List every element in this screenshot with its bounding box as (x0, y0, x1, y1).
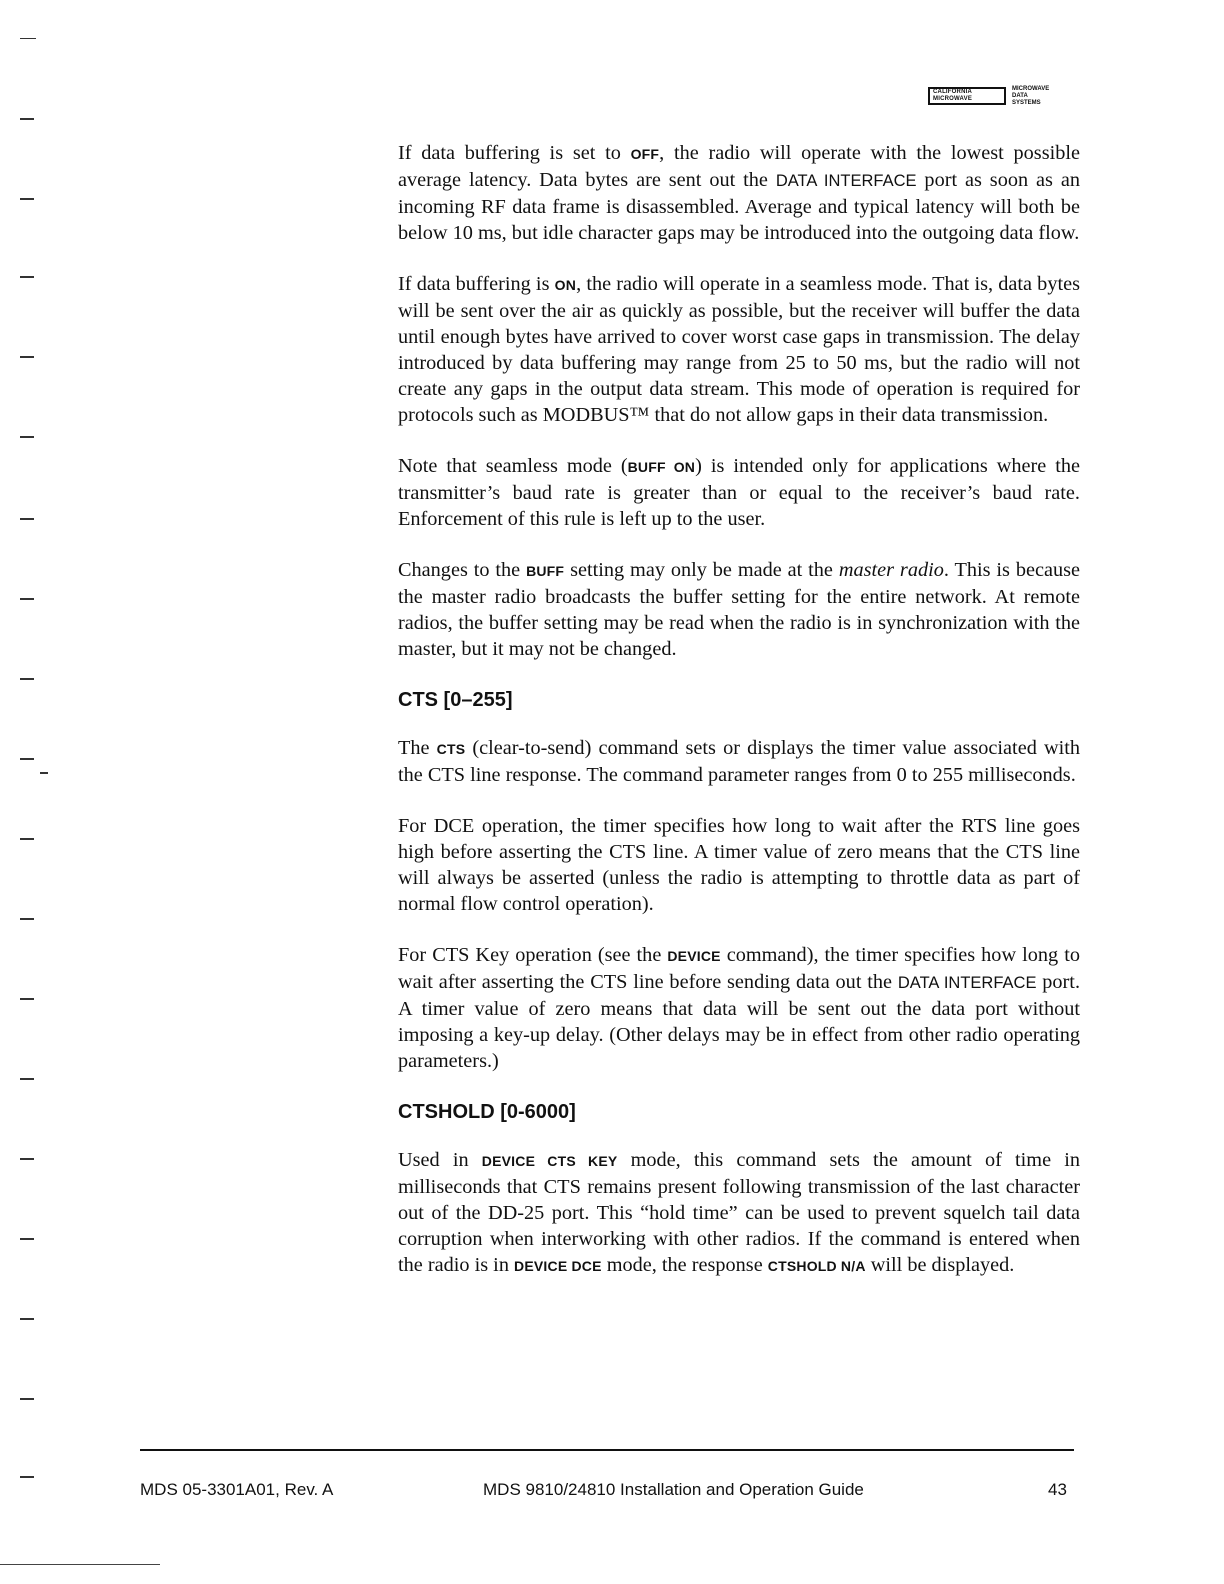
text-run: Changes to the (398, 559, 527, 581)
keyword-device-cts-key: DEVICE CTS KEY (481, 1153, 618, 1169)
margin-tick (20, 1398, 34, 1400)
text-run: port. A timer value of zero means that data will be sent out the data port without imposing a key-up delay. (Other delays may be in effect from other radio operating parameters.) (398, 971, 1081, 1072)
scan-edge-line (0, 1564, 160, 1565)
port-name: DATA INTERFACE (775, 172, 917, 190)
footer-rule (140, 1449, 1074, 1451)
logo-side-text (1012, 86, 1049, 107)
text-run: (clear-to-send) command sets or displays the timer value associated with the CTS line response. The command parameter ranges from 0 to 255 milliseconds. (398, 737, 1081, 786)
paragraph-buff-changes (398, 557, 1080, 662)
text-run: port as soon as an incoming RF data frame is disassembled. Average and typical latency will both be below 10 ms, but idle character gaps may be introduced into the outgoing data flow. (398, 169, 1080, 244)
margin-tick (20, 918, 34, 920)
text-run: command), the timer specifies how long to wait after asserting the CTS line before sending data out the (398, 944, 1080, 993)
margin-tick (20, 1318, 34, 1320)
paragraph-cts-intro (398, 735, 1080, 788)
keyword-off: OFF (630, 146, 660, 162)
paragraph-seamless-note (398, 453, 1080, 532)
text-run: The (398, 737, 437, 759)
margin-tick (20, 758, 34, 760)
margin-tick (20, 1158, 34, 1160)
page-body (398, 140, 1080, 1304)
text-run: For CTS Key operation (see the (398, 944, 668, 966)
margin-tick (20, 436, 34, 438)
keyword-buff: BUFF (526, 563, 565, 579)
paragraph-buffer-off (398, 140, 1080, 246)
keyword-ctshold-na: CTSHOLD N/A (767, 1258, 866, 1274)
margin-tick (20, 38, 36, 39)
margin-tick (20, 518, 34, 520)
margin-tick (20, 598, 34, 600)
logo-box-line2: MICROWAVE (933, 96, 973, 102)
margin-tick (20, 276, 34, 278)
text-run: Note that seamless mode ( (398, 455, 628, 477)
footer-guide-title: MDS 9810/24810 Installation and Operation Guide (483, 1480, 864, 1499)
margin-tick (20, 118, 34, 120)
text-run: setting may only be made at the (564, 559, 839, 581)
text-run: For DCE operation, the timer specifies how long to wait after the RTS line goes high before asserting the CTS line. A timer value of zero means that the CTS line will always be asserted (unless the radio is attempting to throttle data as part of normal flow control operation). (398, 815, 1080, 915)
section-heading-ctshold: CTSHOLD [0-6000] (398, 1101, 576, 1123)
footer-doc-number: MDS 05-3301A01, Rev. A (140, 1480, 334, 1499)
paragraph-ctshold (398, 1147, 1080, 1279)
logo-side-line2: DATA (1012, 92, 1028, 99)
text-run: , the radio will operate in a seamless mode. That is, data bytes will be sent over the air as quickly as possible, but the receiver will buffer the data until enough bytes have arrived to cover worst case gaps in transmission. The delay introduced by data buffering may range from 25 to 50 ms, but the radio will not create any gaps in the output data stream. This mode of operation is required for protocols such as MODBUS™ that do not allow gaps in their data transmission. (398, 273, 1080, 426)
text-run: mode, the response (601, 1254, 768, 1276)
margin-tick (20, 356, 34, 358)
footer-page-number: 43 (1048, 1480, 1067, 1499)
text-run: , the radio will operate with the lowest possible average latency. Data bytes are sent out the (398, 142, 1080, 191)
margin-tick (20, 1476, 34, 1478)
text-run: will be displayed. (865, 1254, 1015, 1276)
text-run: If data buffering is (398, 273, 555, 295)
margin-tick (20, 678, 34, 680)
section-heading-cts: CTS [0–255] (398, 689, 513, 711)
text-run: ) is intended only for applications where the transmitter’s baud rate is greater than or equal to the receiver’s baud rate. Enforcement of this rule is left up to the user. (398, 455, 1080, 530)
logo-box-line1: CALIFORNIA (933, 89, 972, 95)
text-run: If data buffering is set to (398, 142, 631, 164)
logo-side-line3: SYSTEMS (1012, 99, 1041, 106)
paragraph-buffer-on (398, 271, 1080, 428)
text-run: mode, this command sets the amount of time in milliseconds that CTS remains present following transmission of the last character out of the DD-25 port. This “hold time” can be used to prevent squelch tail data corruption when interworking with other radios. If the command is entered when the radio is in (398, 1149, 1081, 1276)
margin-tick (40, 772, 48, 774)
company-logo (928, 84, 1068, 108)
margin-tick (20, 838, 34, 840)
keyword-on: ON (554, 277, 577, 293)
margin-tick (20, 998, 34, 1000)
text-run: Used in (398, 1149, 482, 1171)
keyword-device-dce: DEVICE DCE (514, 1258, 602, 1274)
text-run: . This is because the master radio broadcasts the buffer setting for the entire network. At remote radios, the buffer setting may be read when the radio is in synchronization with the master, but it may not be changed. (398, 559, 1081, 660)
margin-tick (20, 1078, 34, 1080)
margin-tick (20, 1238, 34, 1240)
keyword-buff-on: BUFF ON (627, 459, 696, 475)
logo-box (928, 87, 1006, 105)
port-name: DATA INTERFACE (897, 974, 1037, 992)
keyword-device: DEVICE (667, 948, 721, 964)
paragraph-cts-key (398, 942, 1080, 1074)
logo-side-line1: MICROWAVE (1012, 85, 1050, 92)
margin-tick (20, 198, 34, 200)
keyword-cts: CTS (436, 741, 466, 757)
paragraph-cts-dce (398, 813, 1080, 917)
emphasis-master-radio: master radio (838, 559, 944, 581)
